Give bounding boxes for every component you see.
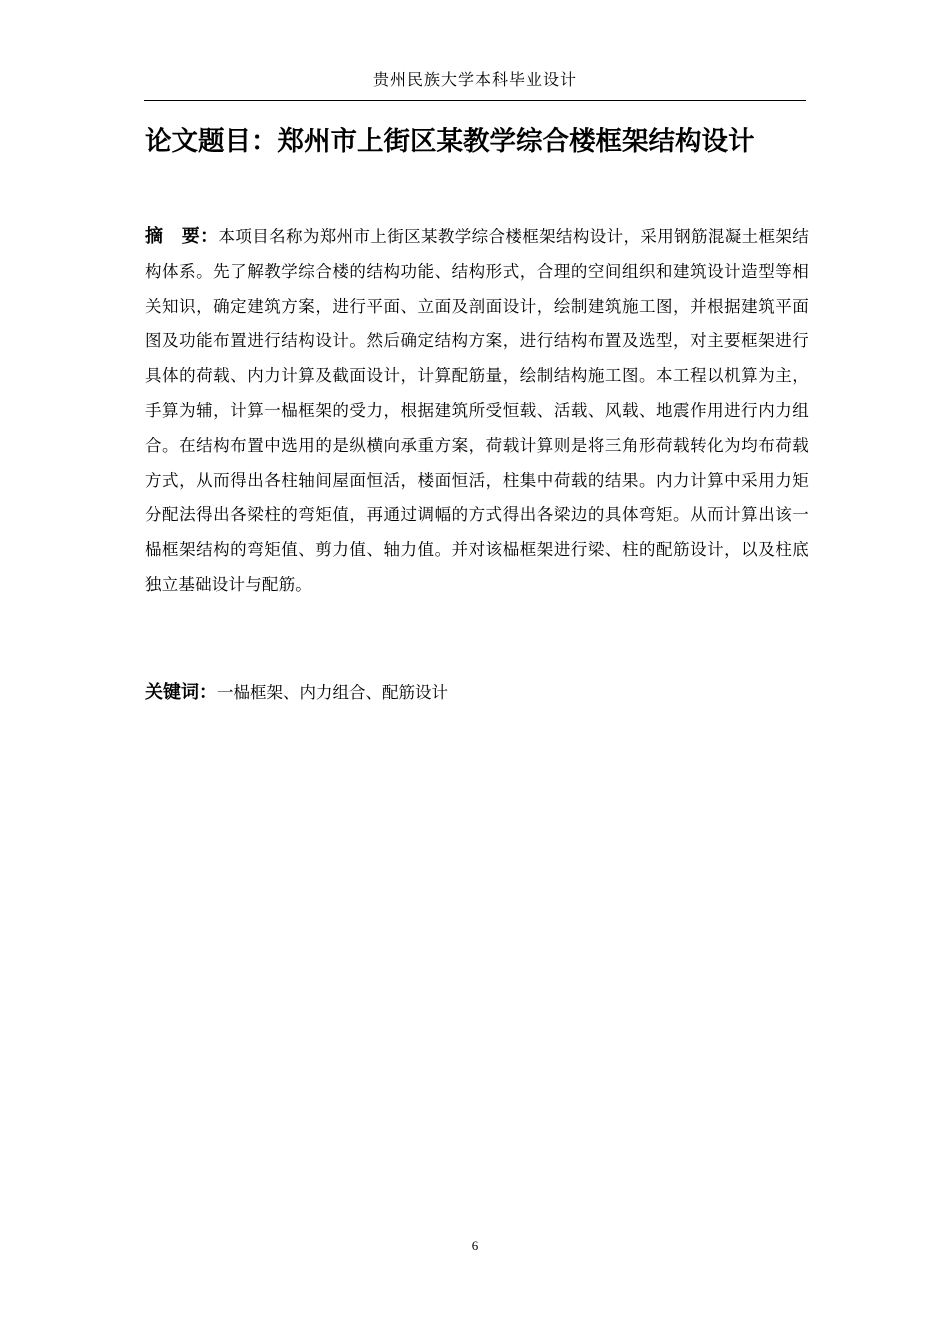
abstract-section <box>145 220 809 603</box>
keywords-section <box>145 676 809 710</box>
keywords-text: 一榀框架、内力组合、配筋设计 <box>217 683 448 702</box>
thesis-title: 论文题目：郑州市上街区某教学综合楼框架结构设计 <box>145 126 755 157</box>
running-header-title: 贵州民族大学本科毕业设计 <box>372 70 577 89</box>
abstract-body: 本项目名称为郑州市上街区某教学综合楼框架结构设计，采用钢筋混凝土框架结构体系。先了解教学综合楼的结构功能、结构形式，合理的空间组织和建筑设计造型等相关知识，确定建筑方案，进行平面、立面及剖面设计，绘制建筑施工图，并根据建筑平面图及功能布置进行结构设计。然后确定结构方案，进行结构布置及选型，对主要框架进行具体的荷载、内力计算及截面设计，计算配筋量，绘制结构施工图。本工程以机算为主，手算为辅，计算一榀框架的受力，根据建筑所受恒载、活载、风载、地震作用进行内力组合。在结构布置中选用的是纵横向承重方案，荷载计算则是将三角形荷载转化为均布荷载方式，从而得出各柱轴间屋面恒活，楼面恒活，柱集中荷载的结果。内力计算中采用力矩分配法得出各梁柱的弯矩值，再通过调幅的方式得出各梁边的具体弯矩。从而计算出该一榀框架结构的弯矩值、剪力值、轴力值。并对该榀框架进行梁、柱的配筋设计，以及柱底独立基础设计与配筋。 <box>145 227 809 594</box>
running-header <box>144 64 806 101</box>
abstract-label: 摘 要： <box>145 226 219 247</box>
keywords-label: 关键词： <box>145 682 217 703</box>
page-number: 6 <box>471 1238 479 1253</box>
